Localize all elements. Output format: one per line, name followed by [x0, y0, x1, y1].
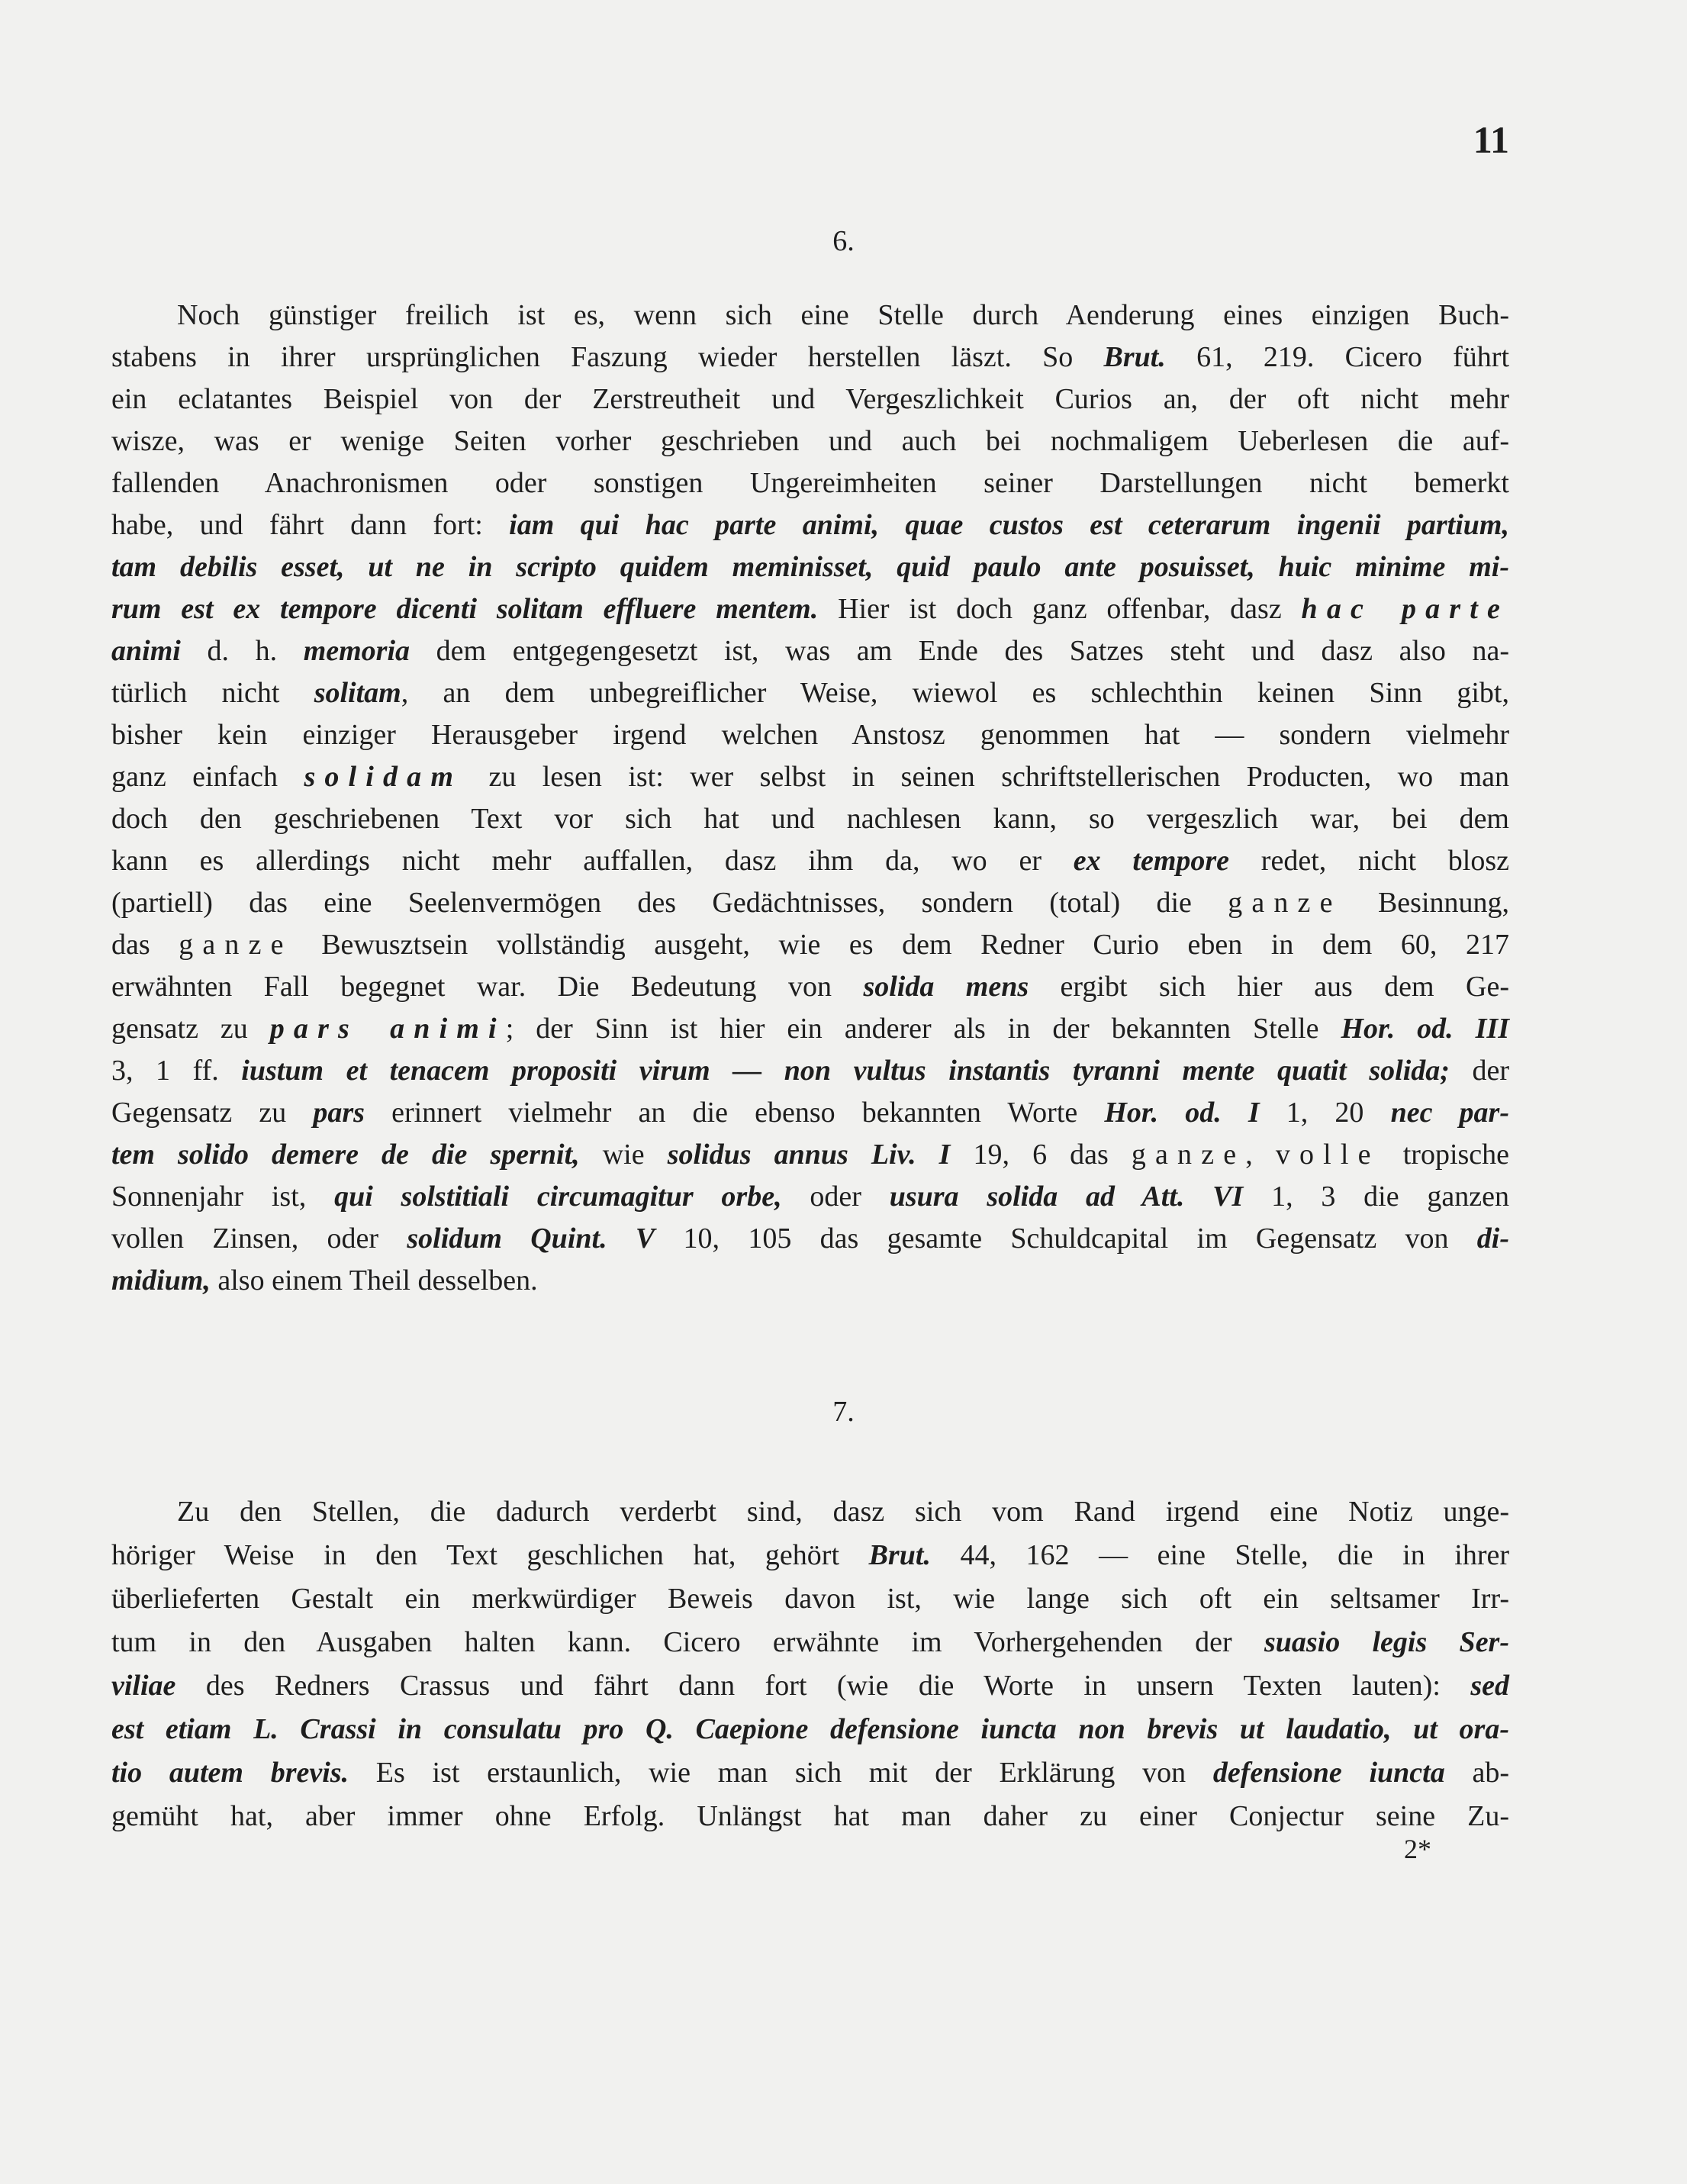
- italic-citation: sed: [1470, 1670, 1509, 1702]
- section-heading-7: 7.: [832, 1396, 855, 1428]
- text-line: [111, 588, 1509, 630]
- text-run: tropische: [1380, 1139, 1510, 1171]
- text-run: oder: [781, 1181, 890, 1213]
- text-run: stabens in ihrer ursprünglichen Faszung wieder herstellen läszt. So: [111, 341, 1104, 373]
- text-run: 44, 162 — eine Stelle, die in ihrer: [930, 1539, 1509, 1571]
- text-run: das: [111, 929, 179, 961]
- text-run: 19, 6 das: [950, 1139, 1132, 1171]
- italic-citation: hac parte: [1301, 593, 1510, 625]
- text-run: d. h.: [180, 635, 304, 667]
- page-number: 11: [1473, 118, 1509, 161]
- text-run: höriger Weise in den Text geschlichen hat, gehört: [111, 1539, 869, 1571]
- text-run: ganz einfach: [111, 761, 304, 793]
- italic-citation: nec par-: [1390, 1097, 1509, 1129]
- text-run: ergibt sich hier aus dem Ge-: [1029, 971, 1510, 1003]
- text-line: [111, 1176, 1509, 1218]
- text-run: Noch günstiger freilich ist es, wenn sich eine Stelle durch Aenderung eines einzigen Buch-: [177, 299, 1509, 331]
- text-run: kann es allerdings nicht mehr auffallen, dasz ihm da, wo er: [111, 845, 1074, 877]
- text-line: [111, 337, 1509, 378]
- text-line: [111, 882, 1509, 924]
- text-run: 61, 219. Cicero führt: [1165, 341, 1510, 373]
- italic-citation: solidus annus Liv. I: [667, 1139, 951, 1171]
- italic-citation: pars: [313, 1097, 365, 1129]
- text-line: [111, 546, 1509, 588]
- text-line: [111, 295, 1509, 337]
- text-run: wie: [579, 1139, 668, 1171]
- text-line: [111, 1092, 1509, 1134]
- italic-citation: midium,: [111, 1264, 211, 1297]
- paragraph-section-6: [111, 295, 1509, 1302]
- italic-citation: iam qui hac parte animi, quae custos est ceterarum ingenii partium,: [509, 509, 1509, 541]
- text-line: [111, 420, 1509, 462]
- text-run: also einem Theil desselben.: [210, 1264, 538, 1297]
- text-line: [111, 1621, 1509, 1664]
- italic-citation: tam debilis esset, ut ne in scripto quidem meminisset, quid paulo ante posuisset, huic minime mi-: [111, 551, 1509, 583]
- text-run: gensatz zu: [111, 1013, 270, 1045]
- text-line: [111, 1664, 1509, 1708]
- text-line: [111, 798, 1509, 840]
- italic-citation: Hor. od. III: [1341, 1013, 1510, 1045]
- text-line: [111, 1708, 1509, 1751]
- text-run: bisher kein einziger Herausgeber irgend welchen Anstosz genommen hat — sondern vielmehr: [111, 719, 1509, 751]
- italic-citation: solidam: [304, 761, 463, 793]
- paragraph-section-7: [111, 1490, 1509, 1838]
- text-run: redet, nicht blosz: [1229, 845, 1509, 877]
- italic-citation: solitam: [314, 677, 401, 709]
- italic-citation: qui solstitiali circumagitur orbe,: [334, 1181, 782, 1213]
- italic-citation: memoria: [303, 635, 410, 667]
- text-run: des Redners Crassus und fährt dann fort (wie die Worte in unsern Texten lauten):: [175, 1670, 1471, 1702]
- text-run: vollen Zinsen, oder: [111, 1222, 407, 1255]
- italic-citation: Brut.: [1103, 341, 1166, 373]
- italic-citation: suasio legis Ser-: [1264, 1626, 1509, 1658]
- text-run: ein eclatantes Beispiel von der Zerstreutheit und Vergeszlichkeit Curios an, der oft nicht mehr: [111, 383, 1509, 415]
- text-line: [111, 1534, 1509, 1577]
- italic-citation: solida mens: [863, 971, 1029, 1003]
- spaced-emphasis: volle: [1275, 1139, 1380, 1171]
- text-run: wisze, was er wenige Seiten vorher geschrieben und auch bei nochmaligem Ueberlesen die auf-: [111, 425, 1509, 457]
- signature-mark: 2*: [1404, 1834, 1431, 1864]
- text-run: Besinnung,: [1341, 887, 1509, 919]
- text-line: [111, 504, 1509, 546]
- italic-citation: rum est ex tempore dicenti solitam effluere mentem.: [111, 593, 819, 625]
- spaced-emphasis: ganze: [1228, 887, 1342, 919]
- italic-citation: solidum Quint. V: [407, 1222, 655, 1255]
- italic-citation: iustum et tenacem propositi virum — non vultus instantis tyranni mente quatit solida;: [241, 1055, 1450, 1087]
- text-run: habe, und fährt dann fort:: [111, 509, 510, 541]
- text-run: fallenden Anachronismen oder sonstigen Ungereimheiten seiner Darstellungen nicht bemerkt: [111, 467, 1509, 499]
- text-run: ,: [1245, 1139, 1276, 1171]
- text-line: [111, 1050, 1509, 1092]
- italic-citation: defensione iuncta: [1212, 1757, 1445, 1789]
- text-line: [111, 378, 1509, 420]
- text-run: Bewusztsein vollständig ausgeht, wie es dem Redner Curio eben in dem 60, 217: [292, 929, 1510, 961]
- text-line: [111, 630, 1509, 672]
- text-run: gemüht hat, aber immer ohne Erfolg. Unlängst hat man daher zu einer Conjectur seine Zu-: [111, 1800, 1509, 1832]
- text-line: [111, 966, 1509, 1008]
- italic-citation: Brut.: [868, 1539, 931, 1571]
- text-line: [111, 1218, 1509, 1260]
- text-run: Zu den Stellen, die dadurch verderbt sind, dasz sich vom Rand irgend eine Notiz unge-: [177, 1496, 1509, 1528]
- text-line: [111, 756, 1509, 798]
- text-line: [111, 1260, 1509, 1302]
- spaced-emphasis: ganze: [179, 929, 293, 961]
- text-run: dem entgegengesetzt ist, was am Ende des Satzes steht und dasz also na-: [410, 635, 1510, 667]
- section-heading-6: 6.: [832, 225, 855, 257]
- text-run: tum in den Ausgaben halten kann. Cicero erwähnte im Vorhergehenden der: [111, 1626, 1264, 1658]
- italic-citation: usura solida ad Att. VI: [889, 1181, 1244, 1213]
- italic-citation: tio autem brevis.: [111, 1757, 349, 1789]
- italic-citation: ex tempore: [1073, 845, 1230, 877]
- text-line: [111, 672, 1509, 714]
- text-run: Es ist erstaunlich, wie man sich mit der Erklärung von: [349, 1757, 1213, 1789]
- text-run: ; der Sinn ist hier ein anderer als in der bekannten Stelle: [505, 1013, 1341, 1045]
- text-run: erwähnten Fall begegnet war. Die Bedeutung von: [111, 971, 864, 1003]
- text-line: [111, 1134, 1509, 1176]
- text-line: [111, 1795, 1509, 1838]
- text-run: (partiell) das eine Seelenvermögen des Gedächtnisses, sondern (total) die: [111, 887, 1228, 919]
- text-line: [111, 1490, 1509, 1534]
- text-run: Sonnenjahr ist,: [111, 1181, 335, 1213]
- text-line: [111, 924, 1509, 966]
- text-run: 1, 20: [1259, 1097, 1391, 1129]
- italic-citation: Hor. od. I: [1104, 1097, 1260, 1129]
- italic-citation: animi: [111, 635, 181, 667]
- text-run: erinnert vielmehr an die ebenso bekannten Worte: [364, 1097, 1105, 1129]
- text-line: [111, 1751, 1509, 1795]
- italic-citation: pars animi: [269, 1013, 506, 1045]
- text-run: überlieferten Gestalt ein merkwürdiger Beweis davon ist, wie lange sich oft ein seltsamer Irr-: [111, 1583, 1509, 1615]
- text-run: zu lesen ist: wer selbst in seinen schriftstellerischen Producten, wo man: [462, 761, 1510, 793]
- italic-citation: tem solido demere de die spernit,: [111, 1139, 580, 1171]
- text-run: türlich nicht: [111, 677, 314, 709]
- italic-citation: est etiam L. Crassi in consulatu pro Q. Caepione defensione iuncta non brevis ut laudatio, ut ora-: [111, 1713, 1509, 1745]
- text-line: [111, 1577, 1509, 1621]
- text-line: [111, 714, 1509, 756]
- text-run: Hier ist doch ganz offenbar, dasz: [818, 593, 1302, 625]
- text-run: , an dem unbegreiflicher Weise, wiewol es schlechthin keinen Sinn gibt,: [401, 677, 1509, 709]
- text-run: 1, 3 die ganzen: [1243, 1181, 1510, 1213]
- text-run: 3, 1 ff.: [111, 1055, 242, 1087]
- text-line: [111, 840, 1509, 882]
- text-run: doch den geschriebenen Text vor sich hat und nachlesen kann, so vergeszlich war, bei dem: [111, 803, 1509, 835]
- spaced-emphasis: ganze: [1131, 1139, 1246, 1171]
- text-run: Gegensatz zu: [111, 1097, 314, 1129]
- italic-citation: viliae: [111, 1670, 176, 1702]
- text-line: [111, 462, 1509, 504]
- text-line: [111, 1008, 1509, 1050]
- text-run: der: [1449, 1055, 1509, 1087]
- text-run: 10, 105 das gesamte Schuldcapital im Gegensatz von: [655, 1222, 1477, 1255]
- text-run: ab-: [1444, 1757, 1509, 1789]
- italic-citation: di-: [1476, 1222, 1510, 1255]
